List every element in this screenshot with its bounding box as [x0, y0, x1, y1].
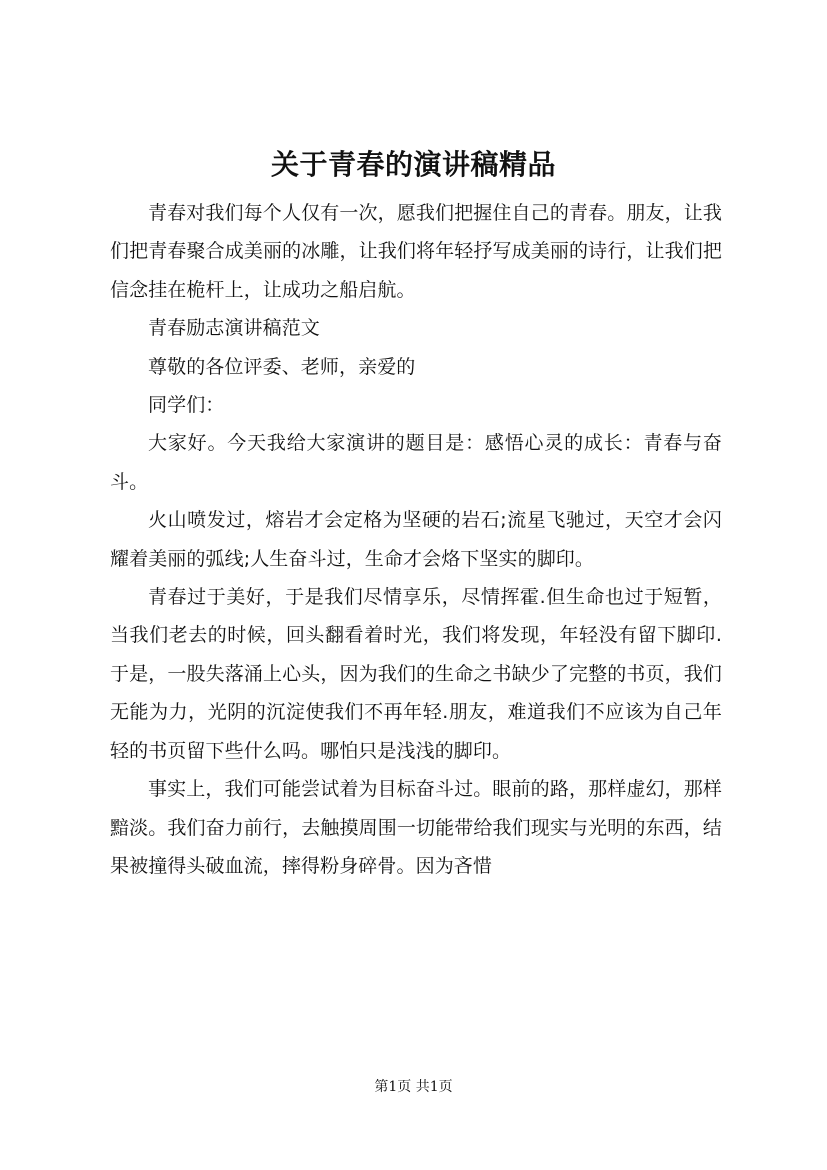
paragraph: 青春过于美好，于是我们尽情享乐，尽情挥霍.但生命也过于短暂，当我们老去的时候，回头翻看着时光，我们将发现，年轻没有留下脚印.于是，一股失落涌上心头，因为我们的生命之书缺少了完整的书页，我们无能为力，光阴的沉淀使我们不再年轻.朋友，难道我们不应该为自己年轻的书页留下些什么吗。哪怕只是浅浅的脚印。 — [110, 586, 722, 762]
paragraph: 事实上，我们可能尝试着为目标奋斗过。眼前的路，那样虚幻，那样黯淡。我们奋力前行，去触摸周围一切能带给我们现实与光明的东西，结果被撞得头破血流，摔得粉身碎骨。因为吝惜 — [110, 778, 722, 877]
paragraph: 青春对我们每个人仅有一次，愿我们把握住自己的青春。朋友，让我们把青春聚合成美丽的冰雕，让我们将年轻抒写成美丽的诗行，让我们把信念挂在桅杆上，让成功之船启航。 — [110, 202, 722, 301]
paragraph: 火山喷发过，熔岩才会定格为坚硬的岩石;流星飞驰过，天空才会闪耀着美丽的弧线;人生奋斗过，生命才会烙下坚实的脚印。 — [110, 509, 722, 570]
document-body — [110, 194, 722, 885]
page-footer: 第1页 共1页 — [374, 1079, 453, 1095]
document-title: 关于青春的演讲稿精品 — [270, 148, 556, 181]
paragraph: 青春励志演讲稿范文 — [148, 317, 320, 340]
paragraph: 同学们： — [148, 394, 225, 417]
paragraph: 大家好。今天我给大家演讲的题目是：感悟心灵的成长：青春与奋斗。 — [110, 432, 722, 493]
paragraph: 尊敬的各位评委、老师，亲爱的 — [148, 355, 416, 378]
